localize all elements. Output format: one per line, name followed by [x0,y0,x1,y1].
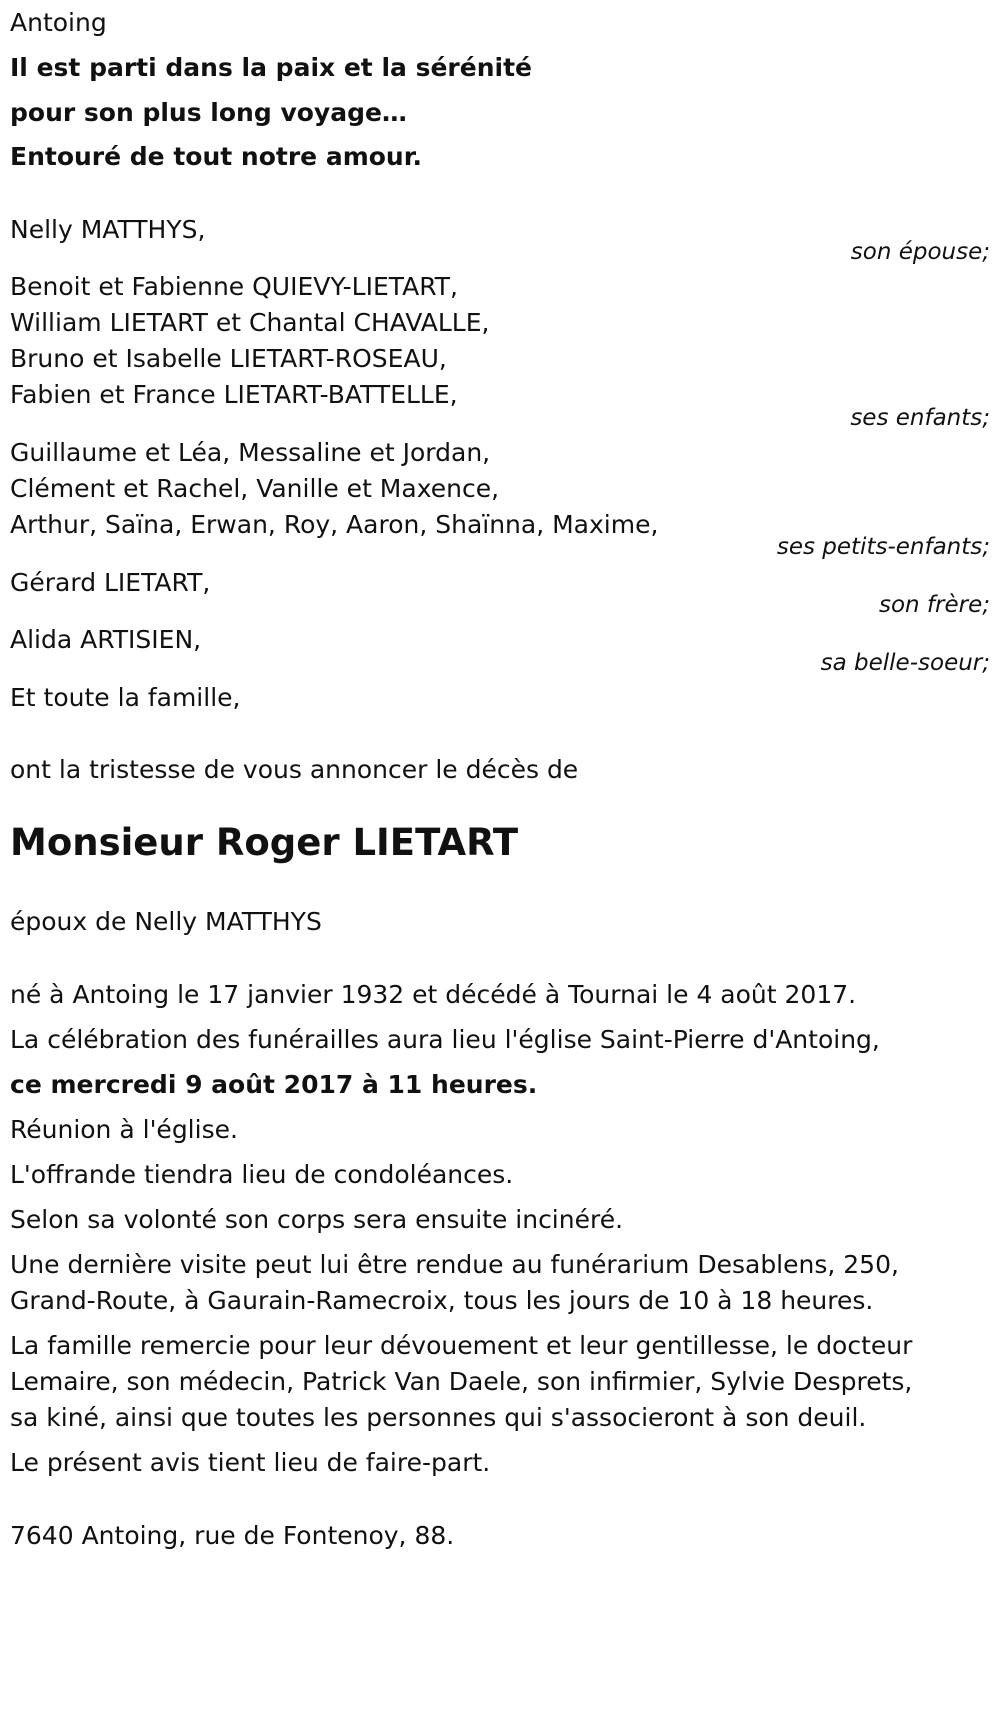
verse-line-2: pour son plus long voyage… [10,98,407,127]
verse-line-3: Entouré de tout notre amour. [10,142,422,171]
deceased-name: Monsieur Roger LIETART [10,821,519,864]
address-line: 7640 Antoing, rue de Fontenoy, 88. [10,1521,455,1550]
obituary-notice [10,0,990,1729]
family-name: Benoit et Fabienne QUIEVY-LIETART, [10,272,458,301]
family-name: Bruno et Isabelle LIETART-ROSEAU, [10,344,447,373]
family-name: Arthur, Saïna, Erwan, Roy, Aaron, Shaïnna, Maxime, [10,510,659,539]
ceremony-date: ce mercredi 9 août 2017 à 11 heures. [10,1070,538,1099]
family-name: William LIETART et Chantal CHAVALLE, [10,308,490,337]
family-name: Clément et Rachel, Vanille et Maxence, [10,474,500,503]
family-name: Nelly MATTHYS, [10,215,206,244]
location: Antoing [10,8,107,37]
family-name: Gérard LIETART, [10,568,211,597]
family-name: Fabien et France LIETART-BATTELLE, [10,380,458,409]
family-name: Et toute la famille, [10,683,241,712]
family-role: sa belle-soeur; [820,650,990,676]
visit-line-1: Une dernière visite peut lui être rendue au funérarium Desablens, 250, [10,1250,899,1279]
family-role: son frère; [878,592,990,618]
visit-line-2: Grand-Route, à Gaurain-Ramecroix, tous les jours de 10 à 18 heures. [10,1286,874,1315]
ceremony-line: La célébration des funérailles aura lieu l'église Saint-Pierre d'Antoing, [10,1025,880,1054]
family-name: Guillaume et Léa, Messaline et Jordan, [10,438,491,467]
spouse-line: époux de Nelly MATTHYS [10,907,322,936]
verse-line-1: Il est parti dans la paix et la sérénité [10,53,532,82]
notice-line: Le présent avis tient lieu de faire-part. [10,1448,491,1477]
thanks-line-1: La famille remercie pour leur dévouement et leur gentillesse, le docteur [10,1331,913,1360]
cremation-line: Selon sa volonté son corps sera ensuite incinéré. [10,1205,624,1234]
offering-line: L'offrande tiendra lieu de condoléances. [10,1160,514,1189]
family-role: ses petits-enfants; [776,534,990,560]
announcement: ont la tristesse de vous annoncer le décès de [10,755,579,784]
family-name: Alida ARTISIEN, [10,625,202,654]
meeting-line: Réunion à l'église. [10,1115,238,1144]
family-role: son épouse; [850,239,990,265]
thanks-line-3: sa kiné, ainsi que toutes les personnes qui s'associeront à son deuil. [10,1403,867,1432]
born-died-line: né à Antoing le 17 janvier 1932 et décédé à Tournai le 4 août 2017. [10,980,857,1009]
thanks-line-2: Lemaire, son médecin, Patrick Van Daele, son infirmier, Sylvie Desprets, [10,1367,913,1396]
family-role: ses enfants; [850,405,990,431]
